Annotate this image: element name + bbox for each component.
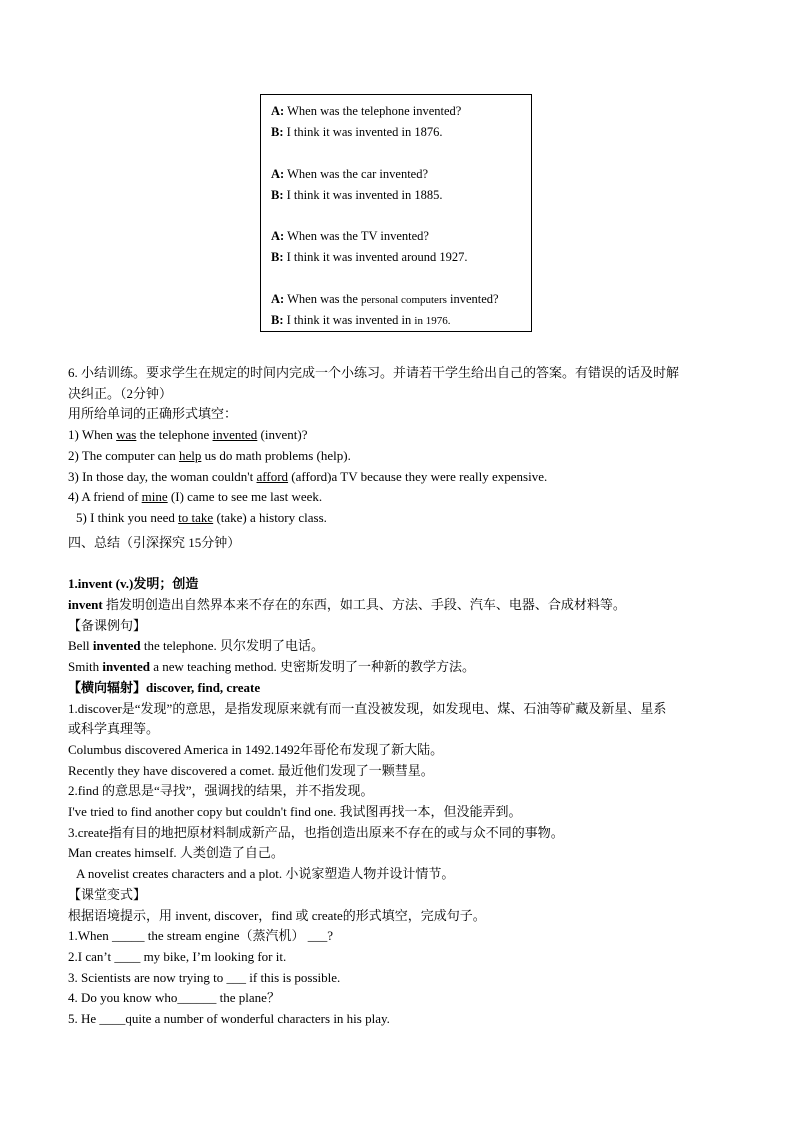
item-text: (take) a history class. — [213, 509, 327, 525]
section-heading: 四、总结（引深探究 15分钟） — [68, 534, 241, 550]
exercise-item — [68, 425, 740, 446]
example-text: a new teaching method. 史密斯发明了一种新的教学方法。 — [150, 659, 475, 675]
speaker-label: B: — [271, 250, 284, 264]
answer: to take — [178, 509, 214, 525]
dialogue-text: When was the car invented? — [287, 166, 429, 181]
example-sentence: A novelist creates characters and a plot. 小说家塑造人物并设计情节。 — [76, 866, 455, 882]
dialogue-line — [271, 101, 521, 122]
exercise-item — [68, 508, 740, 529]
item-text: (invent)? — [257, 427, 308, 443]
item-text: 1) When — [68, 427, 117, 443]
page-content — [68, 363, 740, 1030]
dialogue-text: When was the TV invented? — [287, 229, 429, 243]
answer: afford — [256, 468, 289, 484]
practice-item: 5. He ____quite a number of wonderful characters in his play. — [68, 1011, 390, 1027]
answer: invented — [212, 427, 258, 443]
item-text: the telephone — [136, 427, 213, 443]
answer: mine — [141, 489, 168, 505]
speaker-label: A: — [271, 291, 285, 306]
dialogue-text: When was the — [287, 291, 362, 306]
exercise-heading: 6. 小结训练。要求学生在规定的时间内完成一个小练习。并请若干学生给出自己的答案。有错误的话及时解 — [68, 365, 680, 380]
exercise-instruction: 用所给单词的正确形式填空： — [68, 406, 238, 422]
example-text: the telephone. 贝尔发明了电话。 — [140, 638, 325, 654]
dialogue-line — [271, 289, 521, 310]
speaker-label: B: — [271, 312, 284, 327]
example-text: Bell — [68, 638, 93, 654]
vocab-title: 1.invent (v.)发明；创造 — [68, 576, 199, 592]
example-sentence: Columbus discovered America in 1492.1492年哥伦布发现了新大陆。 — [68, 741, 444, 757]
exercise-heading-cont: 决纠正。（2分钟） — [68, 385, 173, 401]
exercise-item — [68, 446, 740, 467]
item-text: (afford)a TV because they were really expensive. — [288, 468, 548, 484]
definition-text: 指发明创造出自然界本来不存在的东西，如工具、方法、手段、汽车、电器、合成材料等。 — [102, 597, 626, 613]
example-text: Smith — [68, 659, 103, 675]
item-text: 3) In those day, the woman couldn't — [68, 468, 257, 484]
item-text: 4) A friend of — [68, 489, 142, 505]
practice-item: 4. Do you know who______ the plane？ — [68, 990, 280, 1006]
item-text: 2) The computer can — [68, 447, 179, 463]
vocab-definition — [68, 595, 740, 616]
dialogue-text-small: in 1976. — [414, 314, 451, 327]
dialogue-line — [271, 185, 521, 206]
practice-heading: 【课堂变式】 — [68, 886, 147, 902]
dialogue-text: I think it was invented around 1927. — [286, 250, 468, 264]
speaker-label: B: — [271, 125, 284, 139]
item-text: 5) I think you need — [76, 509, 179, 525]
example-sentence: I've tried to find another copy but couldn't find one. 我试图再找一本，但没能弄到。 — [68, 804, 522, 820]
dialogue-line — [271, 226, 521, 247]
highlight-word: invented — [102, 659, 150, 675]
dialogue-line — [271, 247, 521, 268]
answer: was — [116, 427, 137, 443]
example-sentence — [68, 636, 740, 657]
discover-explanation: 1.discover是“发现”的意思，是指发现原来就有而一直没被发现，如发现电、煤、石油等矿藏及新星、星系 — [68, 700, 667, 716]
exercise-item — [68, 467, 740, 488]
dialogue-line — [271, 164, 521, 185]
dialogue-text: I think it was invented in 1885. — [286, 187, 443, 202]
dialogue-text: invented? — [446, 291, 499, 306]
practice-instruction: 根据语境提示，用 invent, discover，find 或 create的形式填空，完成句子。 — [68, 907, 486, 923]
find-explanation: 2.find 的意思是“寻找”，强调找的结果，并不指发现。 — [68, 783, 374, 799]
item-text: (I) came to see me last week. — [167, 489, 323, 505]
examples-heading: 【备课例句】 — [68, 617, 147, 633]
dialogue-line — [271, 122, 521, 143]
speaker-label: A: — [271, 166, 285, 181]
speaker-label: A: — [271, 229, 285, 243]
speaker-label: A: — [271, 104, 285, 118]
vocab-word: invent — [68, 597, 103, 613]
practice-item: 3. Scientists are now trying to ___ if this is possible. — [68, 969, 341, 985]
example-sentence — [68, 657, 740, 678]
dialogue-line — [271, 310, 521, 331]
dialogue-box — [260, 94, 532, 332]
dialogue-text: I think it was invented in — [286, 312, 415, 327]
dialogue-text: When was the telephone invented? — [287, 104, 462, 118]
exercise-item — [68, 487, 740, 508]
dialogue-text: I think it was invented in 1876. — [286, 125, 443, 139]
create-explanation: 3.create指有目的地把原材料制成新产品，也指创造出原来不存在的或与众不同的事物。 — [68, 824, 564, 840]
dialogue-text-small: personal computers — [361, 293, 447, 306]
discover-explanation-cont: 或科学真理等。 — [68, 721, 160, 737]
highlight-word: invented — [92, 638, 141, 654]
compare-heading: 【横向辐射】discover, find, create — [68, 679, 261, 695]
example-sentence: Man creates himself. 人类创造了自己。 — [68, 845, 284, 861]
example-sentence: Recently they have discovered a comet. 最近他们发现了一颗彗星。 — [68, 762, 434, 778]
item-text: us do math problems (help). — [201, 447, 351, 463]
practice-item: 2.I can’t ____ my bike, I’m looking for it. — [68, 948, 287, 964]
answer: help — [178, 447, 202, 463]
practice-item: 1.When _____ the stream engine（蒸汽机） ___? — [68, 928, 333, 944]
speaker-label: B: — [271, 187, 284, 202]
